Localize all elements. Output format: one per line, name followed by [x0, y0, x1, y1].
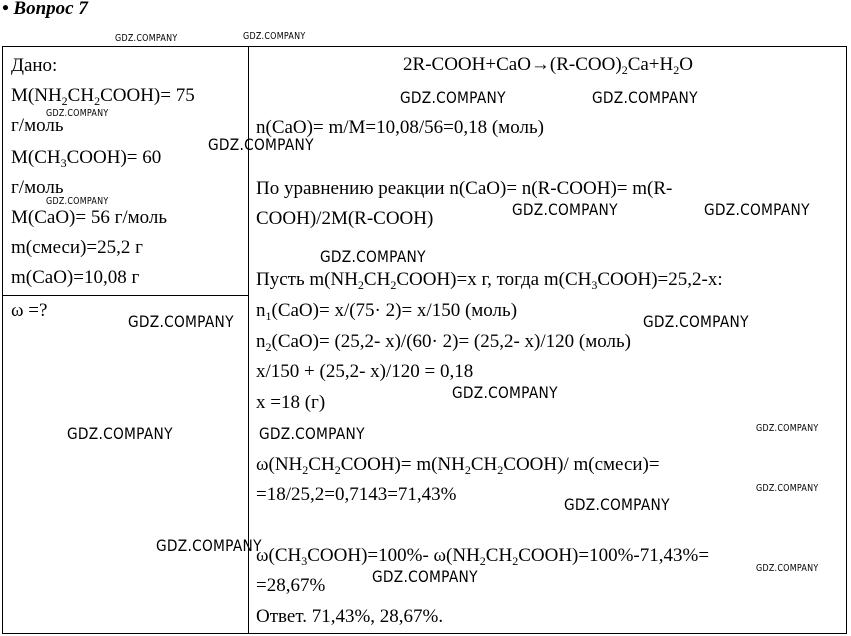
watermark: GDZ.COMPANY	[208, 135, 314, 154]
step-equation-x: х/150 + (25,2- х)/120 = 0,18	[256, 361, 474, 382]
given-unit-2: г/моль	[11, 177, 64, 198]
step-moles-cao: n(CaO)= m/M=10,08/56=0,18 (моль)	[256, 117, 544, 138]
watermark: GDZ.COMPANY	[259, 424, 365, 443]
watermark: GDZ.COMPANY	[512, 200, 618, 219]
step-omega-glycine-value: =18/25,2=0,7143=71,43%	[256, 484, 457, 505]
answer-line: Ответ. 71,43%, 28,67%.	[256, 606, 444, 627]
watermark: GDZ.COMPANY	[128, 312, 234, 331]
step-let-x: Пусть $m(NH_2CH_2COOH)=х$ г, тогда $m(CH_3COOH)=25,2-х$:	[256, 269, 723, 292]
watermark: GDZ.COMPANY	[704, 200, 810, 219]
watermark: GDZ.COMPANY	[400, 88, 506, 107]
given-molar-mass-cao: M(CaO)= 56 г/моль	[11, 207, 168, 228]
watermark: GDZ.COMPANY	[46, 108, 109, 119]
given-label: Дано:	[11, 55, 58, 76]
watermark: GDZ.COMPANY	[756, 563, 819, 574]
watermark: GDZ.COMPANY	[67, 424, 173, 443]
given-mixture-mass: m(смеси)=25,2 г	[11, 237, 143, 258]
step-omega-acetic: $\omega(CH_3COOH)=100\%-$ $\omega(NH_2CH_2COOH)=100\%-71,43\%=$	[256, 545, 710, 568]
step-x-value: х =18 (г)	[256, 392, 326, 413]
watermark: GDZ.COMPANY	[564, 495, 670, 514]
watermark: GDZ.COMPANY	[46, 196, 109, 207]
watermark: GDZ.COMPANY	[452, 383, 558, 402]
step-ratio-line-2: COOH)/2M(R-COOH)	[256, 208, 434, 229]
given-find-divider	[3, 295, 248, 296]
find-label: ω =?	[11, 300, 48, 321]
given-cao-mass: m(CaO)=10,08 г	[11, 267, 140, 288]
step-n2: $n_2(CaO)= (25,2-$ х)/(60· 2)= (25,2- х)/120 (моль)	[256, 331, 631, 354]
watermark: GDZ.COMPANY	[156, 536, 262, 555]
given-molar-mass-acetic: $M(CH_3COOH)= 60$	[11, 147, 162, 170]
step-ratio-line-1: По уравнению реакции n(CaO)= n(R-COOH)= m(R-	[256, 178, 673, 199]
watermark: GDZ.COMPANY	[756, 483, 819, 494]
watermark: GDZ.COMPANY	[115, 33, 178, 44]
watermark: GDZ.COMPANY	[320, 247, 426, 266]
given-unit-1: г/моль	[11, 115, 64, 136]
watermark: GDZ.COMPANY	[756, 423, 819, 434]
watermark: GDZ.COMPANY	[643, 312, 749, 331]
watermark: GDZ.COMPANY	[592, 88, 698, 107]
step-omega-acetic-value: =28,67%	[256, 575, 326, 596]
watermark: GDZ.COMPANY	[243, 31, 306, 42]
reaction-equation: $2R-COOH+CaO\to(R-COO)_2Ca+H_2O$	[403, 54, 693, 77]
step-n1: $n_1(CaO)= х/(75\cdot 2)= х/150$ (моль)	[256, 300, 518, 323]
question-title: • Вопрос 7	[2, 0, 88, 19]
watermark: GDZ.COMPANY	[372, 567, 478, 586]
step-omega-glycine: $\omega(NH_2CH_2COOH)=$ $m(NH_2CH_2COOH)/$ m(смеси)=	[256, 454, 660, 477]
given-molar-mass-glycine: $M(NH_2CH_2COOH)= 75$	[11, 85, 195, 108]
solution-table	[2, 46, 847, 634]
